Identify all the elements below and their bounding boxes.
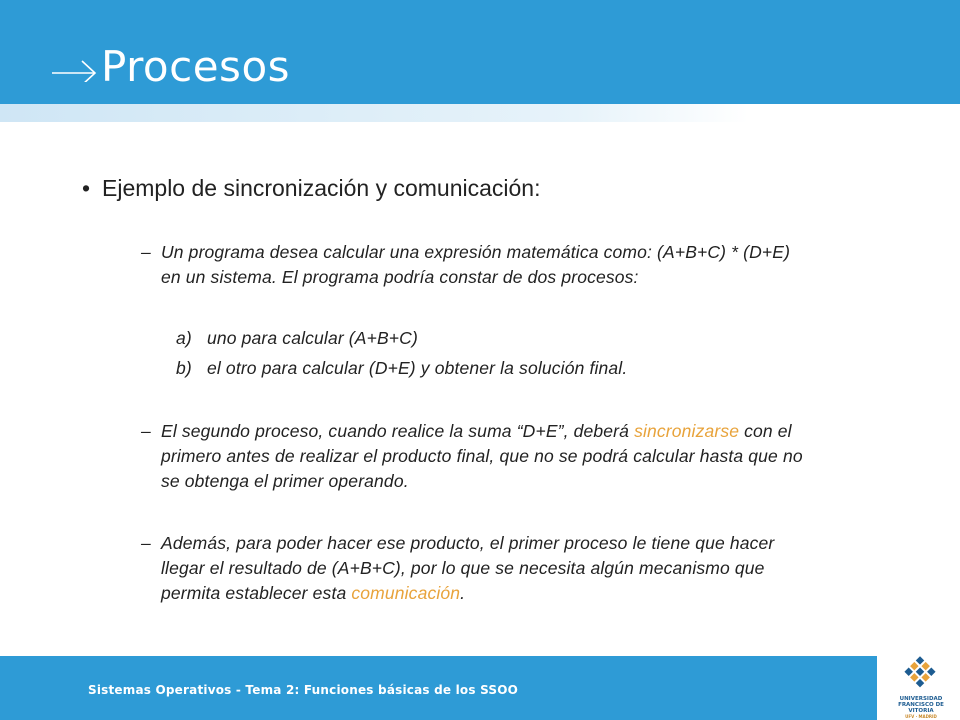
- dash-item: [141, 531, 931, 606]
- sub-marker: a): [176, 328, 192, 348]
- footer-text: Sistemas Operativos - Tema 2: Funciones básicas de los SSOO: [88, 683, 519, 697]
- sub-text: el otro para calcular (D+E) y obtener la solución final.: [207, 358, 628, 378]
- item-line-end: .: [460, 583, 466, 603]
- item-line: Además, para poder hacer ese producto, el primer proceso le tiene que hacer: [161, 533, 775, 553]
- item-line: [161, 581, 931, 606]
- logo-line1: UNIVERSIDAD: [899, 696, 943, 702]
- highlight-word: comunicación: [351, 583, 461, 603]
- item-line: [161, 419, 931, 444]
- header-band: [0, 104, 960, 122]
- slide-title: Procesos: [101, 42, 291, 91]
- dash-item: [141, 419, 931, 494]
- item-line: se obtenga el primer operando.: [161, 471, 409, 491]
- bullet-text: Ejemplo de sincronización y comunicación:: [102, 175, 541, 201]
- logo-line3: UFV · MADRID: [905, 714, 937, 719]
- arrow-right-icon: [50, 56, 100, 82]
- item-line: Un programa desea calcular una expresión matemática como: (A+B+C) * (D+E): [161, 242, 791, 262]
- dash-marker: –: [141, 533, 151, 553]
- sub-marker: b): [176, 358, 192, 378]
- sub-text: uno para calcular (A+B+C): [207, 328, 418, 348]
- dash-marker: –: [141, 421, 151, 441]
- item-line-start: permita establecer esta: [161, 583, 352, 603]
- dash-marker: –: [141, 242, 151, 262]
- item-line: llegar el resultado de (A+B+C), por lo que se necesita algún mecanismo que: [161, 558, 765, 578]
- dash-item: [141, 240, 931, 290]
- logo-text: [886, 696, 956, 720]
- item-line: primero antes de realizar el producto final, que no se podrá calcular hasta que no: [161, 446, 803, 466]
- item-line-start: El segundo proceso, cuando realice la suma “D+E”, deberá: [161, 421, 635, 441]
- logo-line2: FRANCISCO DE VITORIA: [898, 702, 944, 714]
- item-line: en un sistema. El programa podría constar de dos procesos:: [161, 267, 639, 287]
- university-logo: [880, 656, 960, 720]
- sub-item: [176, 326, 418, 351]
- item-line-end: con el: [739, 421, 792, 441]
- main-bullet: [82, 173, 541, 203]
- logo-mark-icon: [880, 656, 960, 696]
- bullet-dot: •: [82, 175, 91, 201]
- sub-item: [176, 356, 627, 381]
- highlight-word: sincronizarse: [634, 421, 740, 441]
